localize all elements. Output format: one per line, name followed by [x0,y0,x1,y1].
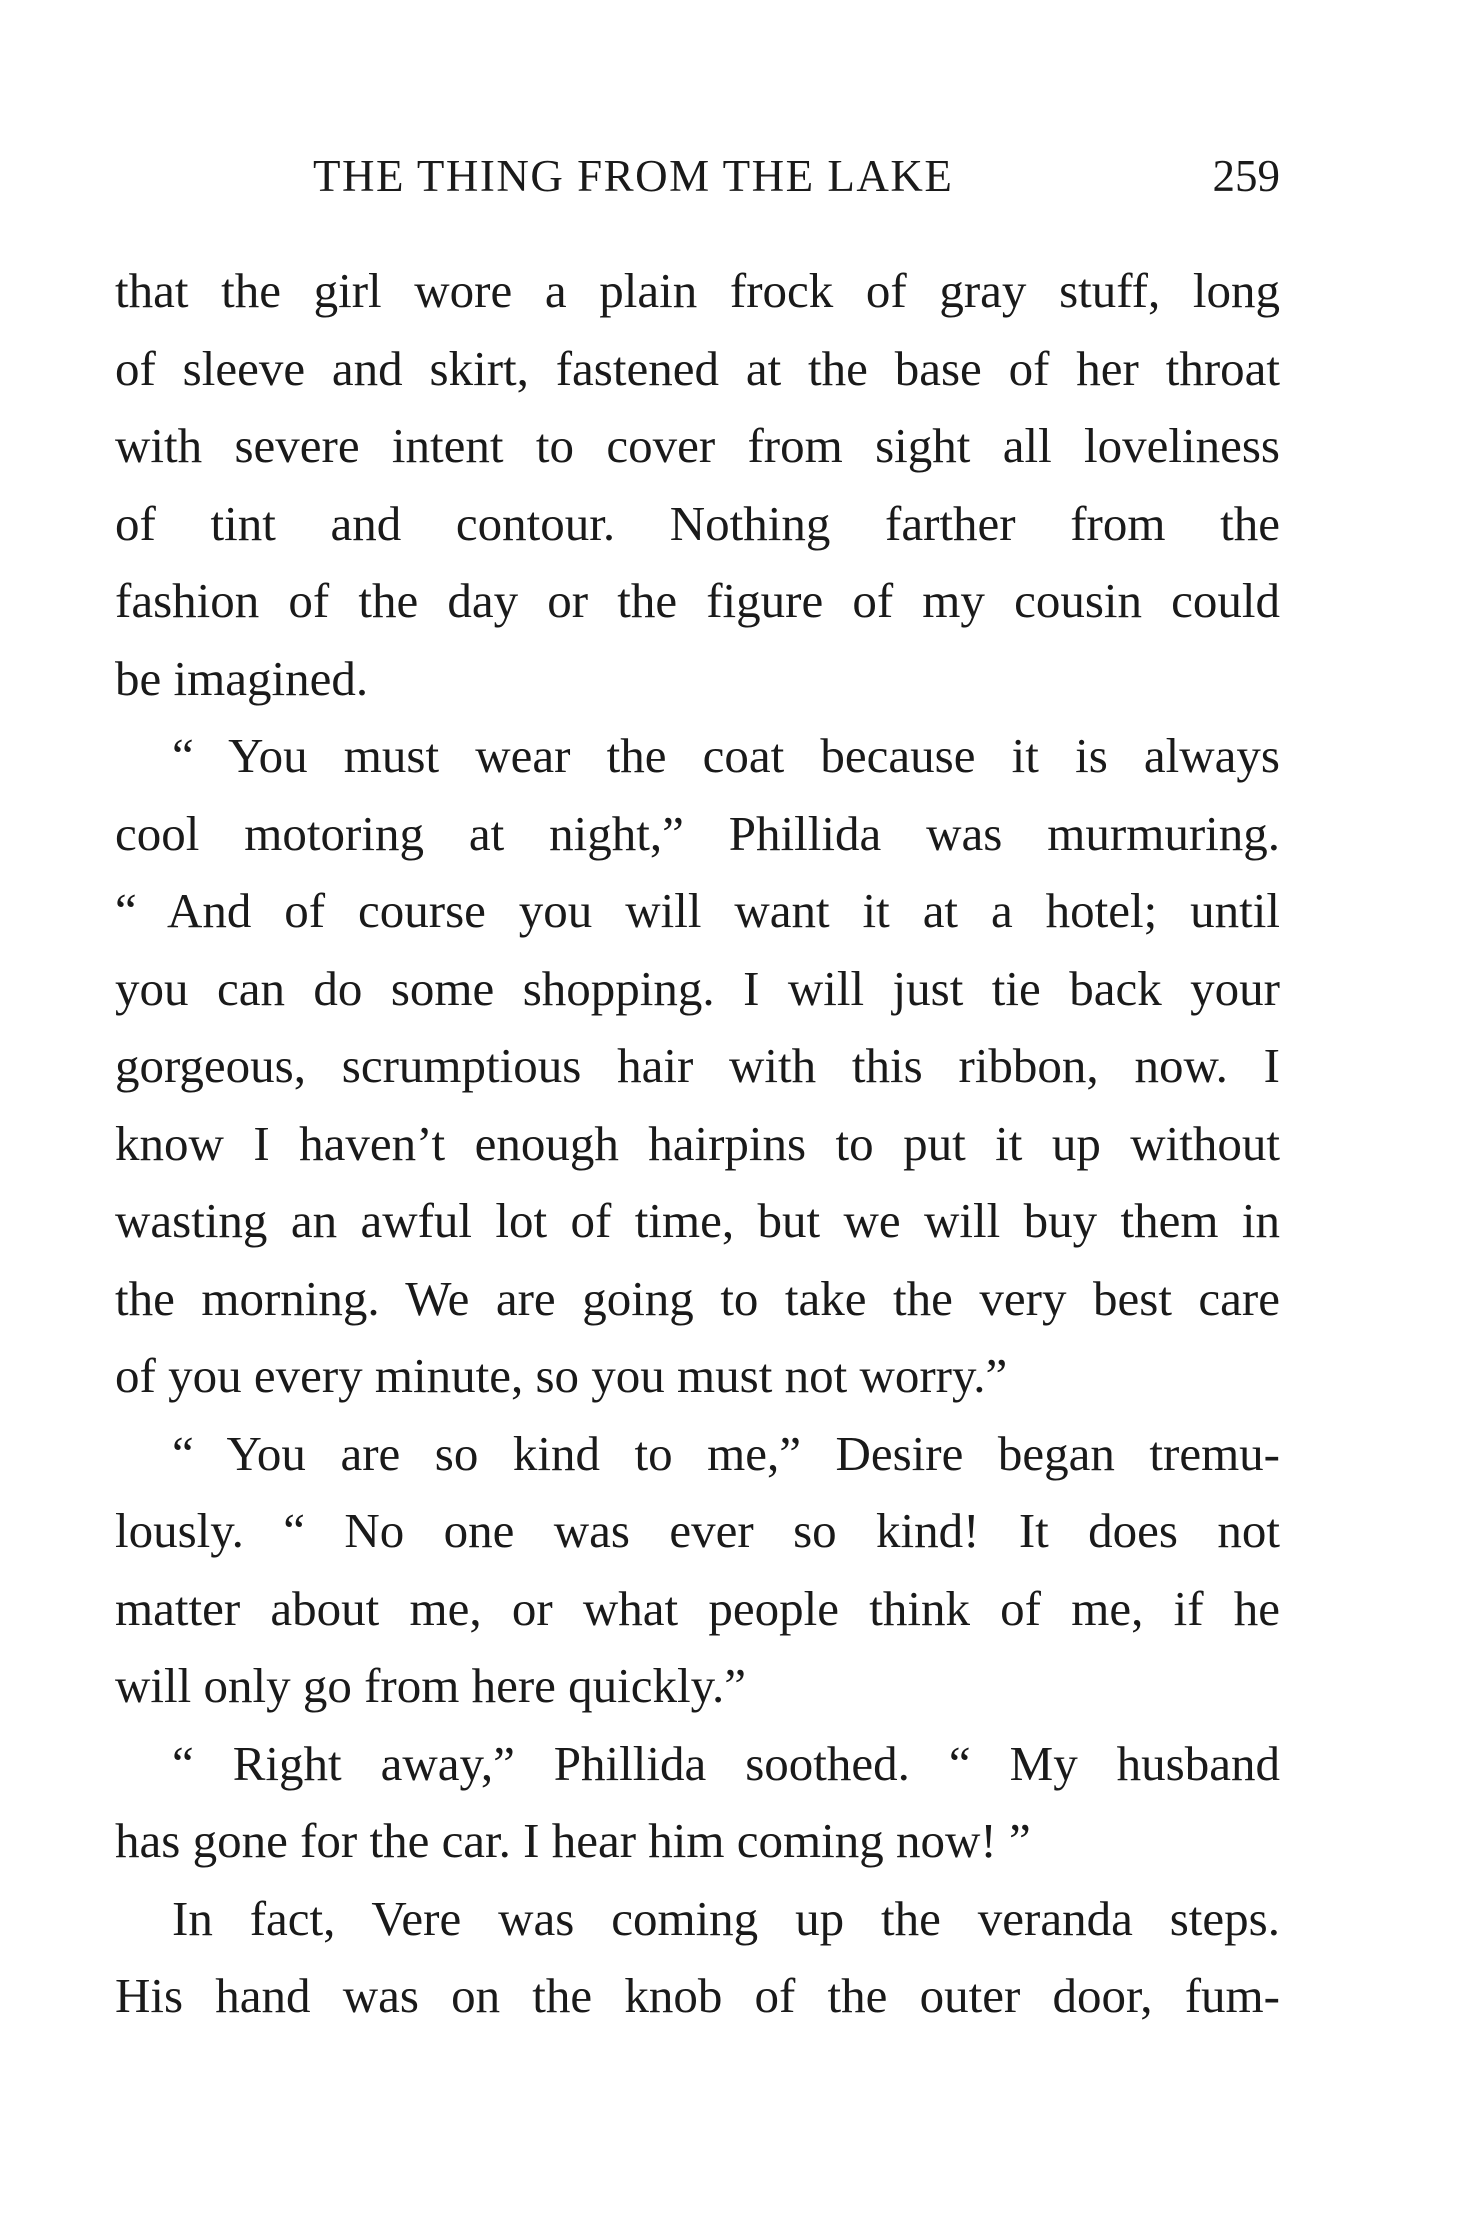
text-line: that the girl wore a plain frock of gray stuff, long [115,263,1280,318]
text-line: will only go from here quickly.” [115,1658,746,1713]
text-line: “ And of course you will want it at a hotel; until [115,883,1280,938]
text-line: “ You must wear the coat because it is always [172,728,1280,783]
page-number: 259 [1212,151,1280,201]
text-line: you can do some shopping. I will just tie back your [115,960,1280,1016]
text-line: His hand was on the knob of the outer door, fum- [115,1968,1280,2023]
text-line: has gone for the car. I hear him coming now! ” [115,1813,1031,1868]
text-line: know I haven’t enough hairpins to put it up without [115,1115,1280,1171]
text-line: In fact, Vere was coming up the veranda steps. [172,1890,1280,1946]
text-line: of tint and contour. Nothing farther from the [115,495,1280,551]
text-line: with severe intent to cover from sight all loveliness [115,418,1280,473]
text-line: be imagined. [115,650,369,706]
text-line: of sleeve and skirt, fastened at the base of her throat [115,340,1280,396]
text-line: of you every minute, so you must not worry.” [115,1348,1008,1403]
text-line: the morning. We are going to take the very best care [115,1270,1280,1326]
text-line: wasting an awful lot of time, but we will buy them in [115,1193,1280,1248]
text-line: “ You are so kind to me,” Desire began tremu- [172,1425,1280,1481]
running-title: THE THING FROM THE LAKE [313,151,954,201]
text-line: gorgeous, scrumptious hair with this ribbon, now. I [115,1038,1280,1093]
text-line: “ Right away,” Phillida soothed. “ My husband [172,1735,1280,1791]
text-line: matter about me, or what people think of me, if he [115,1580,1280,1636]
text-line: fashion of the day or the figure of my cousin could [115,573,1280,628]
body-text [115,252,1280,2035]
text-line: cool motoring at night,” Phillida was murmuring. [115,805,1280,861]
text-line: lously. “ No one was ever so kind! It does not [115,1503,1280,1558]
running-head [115,150,1280,210]
